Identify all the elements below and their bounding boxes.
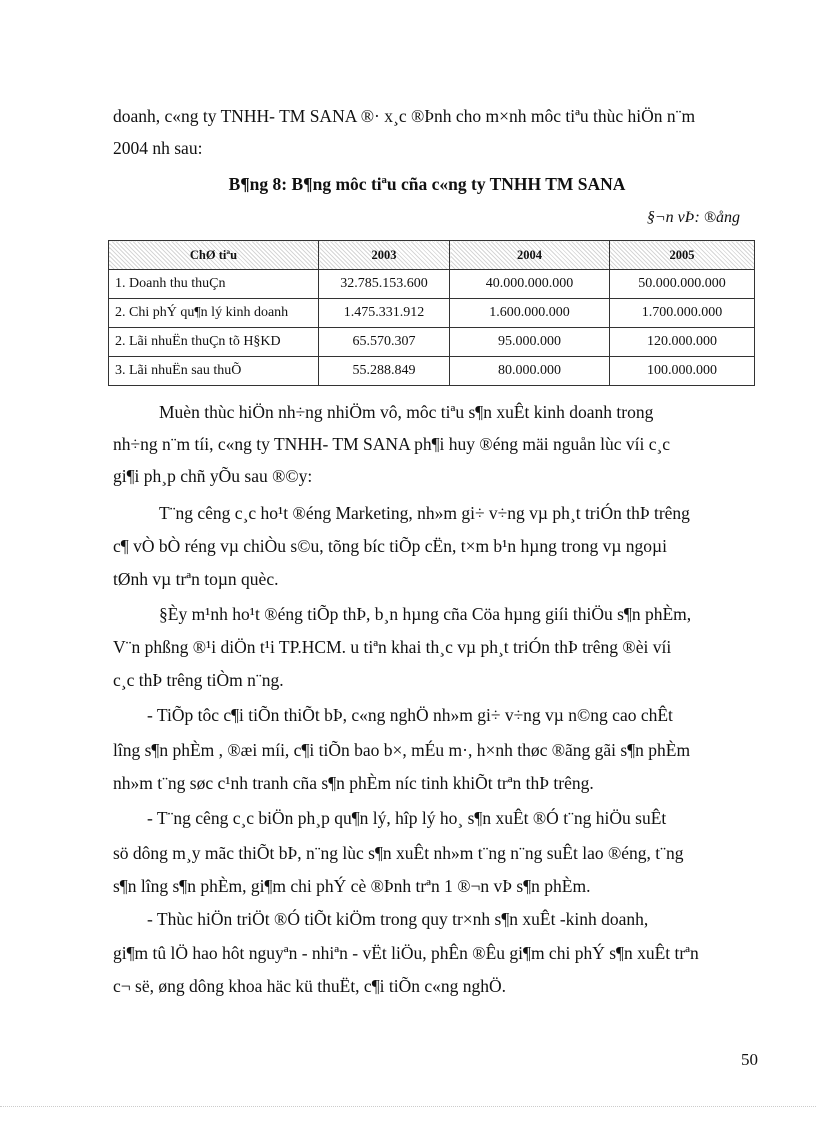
paragraph-3-line-3: c¸c thÞ trêng tiÒm n¨ng. [113,670,284,690]
cell-value: 100.000.000 [610,357,755,386]
row-label: 2. Lãi nhuËn thuÇn tõ H§KD [109,328,319,357]
bullet-1-line-1: - TiÕp tôc c¶i tiÕn thiÕt bÞ, c«ng nghÖ nh»m gi÷ v÷ng vµ n©ng cao chÊt [147,705,673,725]
cell-value: 50.000.000.000 [610,270,755,299]
paragraph-2-line-3: tØnh vµ trªn toµn quèc. [113,569,279,589]
page-number: 50 [741,1050,758,1069]
table-row [109,328,755,357]
cell-value: 40.000.000.000 [450,270,610,299]
paragraph-2-line-2: c¶ vÒ bÒ réng vµ chiÒu s©u, tõng bíc tiÕp cËn, t×m b¹n hµng trong vµ ngoµi [113,536,667,556]
intro-line-2: 2004 nh sau: [113,138,203,158]
row-label: 3. Lãi nhuËn sau thuÕ [109,357,319,386]
header-indicator: ChØ tiªu [109,241,319,270]
table-title: B¶ng 8: B¶ng môc tiªu cña c«ng ty TNHH TM SANA [228,174,626,194]
paragraph-1-line-3: gi¶i ph¸p chñ yÕu sau ®©y: [113,466,313,486]
table-header-row [109,241,755,270]
table-unit: §¬n vÞ: ®ång [646,209,740,226]
bullet-2-line-1: - T¨ng cêng c¸c biÖn ph¸p qu¶n lý, hîp lý ho¸ s¶n xuÊt ®Ó t¨ng hiÖu suÊt [147,808,667,828]
cell-value: 1.600.000.000 [450,299,610,328]
cell-value: 95.000.000 [450,328,610,357]
footer-divider [0,1106,816,1107]
paragraph-2-line-1: T¨ng cêng c¸c ho¹t ®éng Marketing, nh»m gi÷ v÷ng vµ ph¸t triÓn thÞ trêng [159,503,690,523]
intro-line-1: doanh, c«ng ty TNHH- TM SANA ®· x¸c ®Þnh cho m×nh môc tiªu thùc hiÖn n¨m [113,106,696,126]
cell-value: 120.000.000 [610,328,755,357]
bullet-2-line-3: s¶n lîng s¶n phÈm, gi¶m chi phÝ cè ®Þnh trªn 1 ®¬n vÞ s¶n phÈm. [113,876,591,896]
bullet-3-line-3: c¬ së, øng dông khoa häc kü thuËt, c¶i tiÕn c«ng nghÖ. [113,976,507,996]
cell-value: 1.475.331.912 [319,299,450,328]
bullet-1-line-3: nh»m t¨ng søc c¹nh tranh cña s¶n phÈm níc tinh khiÕt trªn thÞ trêng. [113,773,594,793]
cell-value: 1.700.000.000 [610,299,755,328]
bullet-2-line-2: sö dông m¸y mãc thiÕt bÞ, n¨ng lùc s¶n xuÊt nh»m t¨ng n¨ng suÊt lao ®éng, t¨ng [113,843,684,863]
table-row [109,270,755,299]
table-row [109,357,755,386]
bullet-1-line-2: lîng s¶n phÈm , ®æi míi, c¶i tiÕn bao b×, mÉu m·, h×nh thøc ®ãng gãi s¶n phÈm [113,740,691,760]
header-2003: 2003 [319,241,450,270]
cell-value: 32.785.153.600 [319,270,450,299]
target-table [108,240,755,386]
row-label: 1. Doanh thu thuÇn [109,270,319,299]
paragraph-1-line-2: nh÷ng n¨m tíi, c«ng ty TNHH- TM SANA ph¶i huy ®éng mäi nguån lùc víi c¸c [113,434,671,454]
paragraph-1-line-1: Muèn thùc hiÖn nh÷ng nhiÖm vô, môc tiªu s¶n xuÊt kinh doanh trong [159,402,654,422]
paragraph-3-line-2: V¨n phßng ®¹i diÖn t¹i TP.HCM. u tiªn khai th¸c vµ ph¸t triÓn thÞ trêng ®èi víi [113,637,672,657]
table-row [109,299,755,328]
cell-value: 65.570.307 [319,328,450,357]
cell-value: 80.000.000 [450,357,610,386]
paragraph-3-line-1: §Èy m¹nh ho¹t ®éng tiÕp thÞ, b¸n hµng cña Cöa hµng giíi thiÖu s¶n phÈm, [159,604,692,624]
bullet-3-line-1: - Thùc hiÖn triÖt ®Ó tiÕt kiÖm trong quy tr×nh s¶n xuÊt -kinh doanh, [147,909,649,929]
header-2004: 2004 [450,241,610,270]
row-label: 2. Chi phÝ qu¶n lý kinh doanh [109,299,319,328]
bullet-3-line-2: gi¶m tû lÖ hao hôt nguyªn - nhiªn - vËt liÖu, phÊn ®Êu gi¶m chi phÝ s¶n xuÊt trªn [113,943,699,963]
header-2005: 2005 [610,241,755,270]
cell-value: 55.288.849 [319,357,450,386]
